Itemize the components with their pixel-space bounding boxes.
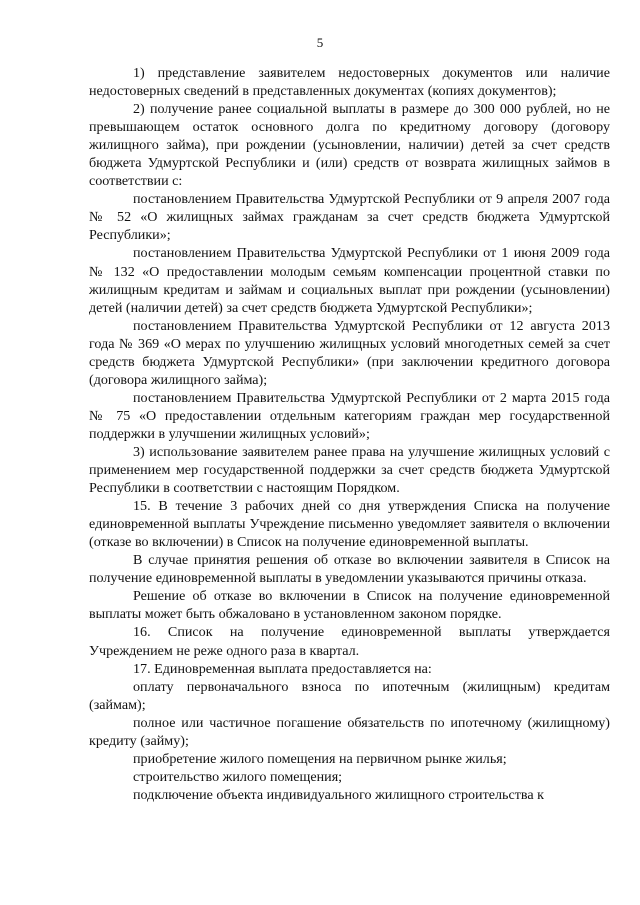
paragraph-12: 17. Единовременная выплата предоставляется на: [133,660,432,677]
paragraph-5: постановлением Правительства Удмуртской Республики от 12 августа 2013 года № 369 «О мерах по улучшению жилищных условий многодетных семей за счет средств бюджета Удмуртской Республики» (при заключении кредитного договора (договора жилищного займа); [89,317,610,388]
page-number: 5 [316,35,324,50]
paragraph-14: полное или частичное погашение обязательств по ипотечному (жилищному) кредиту (займу); [89,714,610,749]
paragraph-13: оплату первоначального взноса по ипотечным (жилищным) кредитам (займам); [89,678,610,713]
paragraph-8: 15. В течение 3 рабочих дней со дня утверждения Списка на получение единовременной выплаты Учреждение письменно уведомляет заявителя о включении (отказе во включении) в Список на получение единовременной выплаты. [89,498,610,551]
paragraph-6: постановлением Правительства Удмуртской Республики от 2 марта 2015 года № 75 «О предоставлении отдельным категориям граждан мер государственной поддержки в улучшении жилищных условий»; [89,389,610,442]
paragraph-17: подключение объекта индивидуального жилищного строительства к [133,786,544,803]
paragraph-10: Решение об отказе во включении в Список на получение единовременной выплаты может быть обжаловано в установленном законом порядке. [89,588,610,623]
paragraph-2: 2) получение ранее социальной выплаты в размере до 300 000 рублей, но не превышающем остаток основного долга по кредитному договору (договору жилищного займа), при рождении (усыновлении, наличии) детей за счет средств бюджета Удмуртской Республики и (или) средств от возврата жилищных займов в соответствии с: [89,101,610,190]
paragraph-16: строительство жилого помещения; [133,768,343,785]
paragraph-9: В случае принятия решения об отказе во включении заявителя в Список на получение единовременной выплаты в уведомлении указываются причины отказа. [89,552,610,587]
paragraph-11: 16. Список на получение единовременной выплаты утверждается Учреждением не реже одного раза в квартал. [89,624,610,659]
paragraph-7: 3) использование заявителем ранее права на улучшение жилищных условий с применением мер государственной поддержки за счет средств бюджета Удмуртской Республики в соответствии с настоящим Порядком. [89,443,610,497]
paragraph-3: постановлением Правительства Удмуртской Республики от 9 апреля 2007 года № 52 «О жилищных займах гражданам за счет средств бюджета Удмуртской Республики»; [89,191,610,244]
document-body [89,64,610,804]
paragraph-15: приобретение жилого помещения на первичном рынке жилья; [133,750,507,767]
paragraph-1: 1) представление заявителем недостоверных документов или наличие недостоверных сведений в представленных документах (копиях документов); [89,65,610,100]
paragraph-4: постановлением Правительства Удмуртской Республики от 1 июня 2009 года № 132 «О предоставлении молодым семьям компенсации процентной ставки по жилищным кредитам и займам и социальных выплат при рождении (усыновлении) детей (наличии детей) за счет средств бюджета Удмуртской Республики»; [89,245,610,316]
